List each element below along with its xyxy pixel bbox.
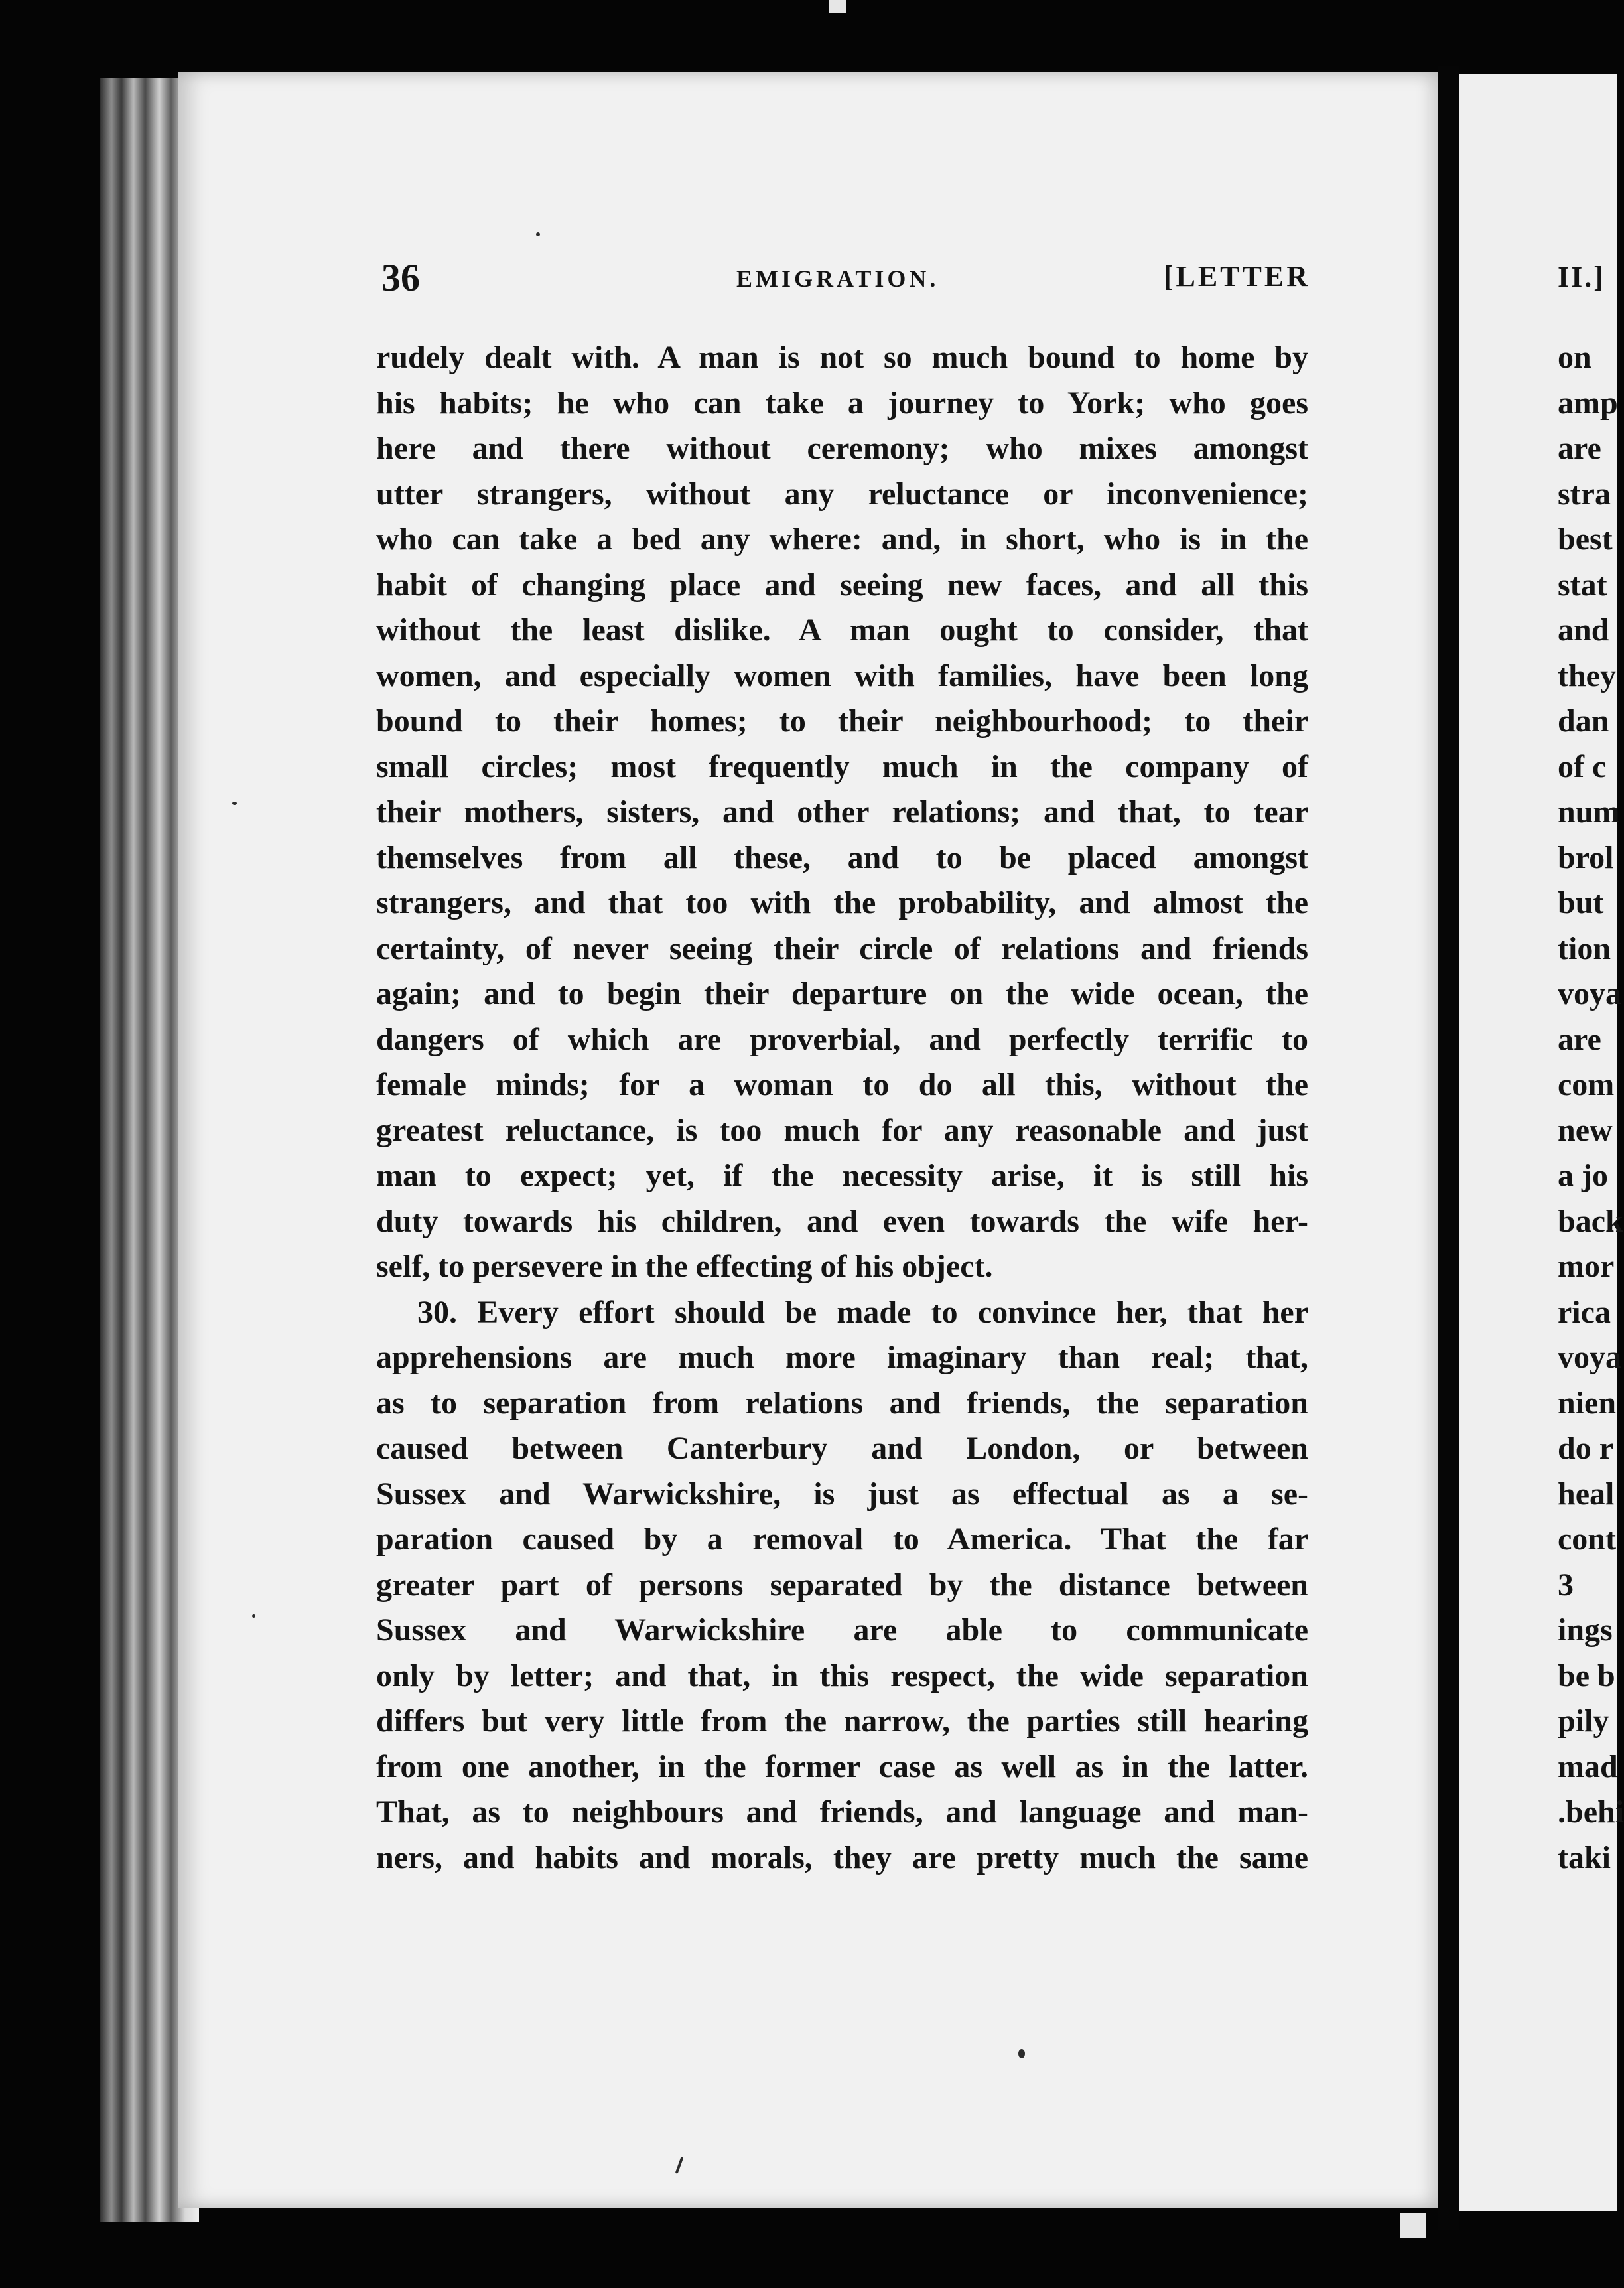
- text-line: utter strangers, without any reluctance or inconvenience;: [376, 476, 1308, 512]
- fragment-line: rica: [1558, 1294, 1611, 1330]
- text-line: who can take a bed any where: and, in short, who is in the: [376, 522, 1308, 557]
- text-line: here and there without ceremony; who mixes amongst: [376, 431, 1308, 466]
- fragment-line: cont: [1558, 1522, 1616, 1557]
- fragment-line: mad: [1558, 1749, 1618, 1784]
- text-line: That, as to neighbours and friends, and language and man-: [376, 1794, 1308, 1829]
- text-line: female minds; for a woman to do all this, without the: [376, 1067, 1308, 1102]
- fragment-line: .behi: [1558, 1794, 1624, 1829]
- fragment-line: voya: [1558, 976, 1621, 1011]
- running-title: EMIGRATION.: [736, 265, 939, 292]
- page-corner-fragment: [1400, 2213, 1426, 2238]
- fragment-line: num: [1558, 794, 1620, 829]
- scan-speck: [252, 1614, 255, 1618]
- page-number: 36: [381, 256, 420, 299]
- fragment-line: nien: [1558, 1385, 1617, 1421]
- fragment-line: tion: [1558, 930, 1611, 966]
- text-line: as to separation from relations and friends, the separation: [376, 1385, 1308, 1421]
- text-line: women, and especially women with families, have been long: [376, 658, 1308, 693]
- text-line: Sussex and Warwickshire, is just as effectual as a se-: [376, 1476, 1308, 1512]
- fragment-line: com: [1558, 1067, 1615, 1102]
- fragment-line: they: [1558, 658, 1616, 693]
- paragraph-30-start: 30. Every effort should be made to convince her, that her: [417, 1294, 1308, 1330]
- text-line: rudely dealt with. A man is not so much bound to home by: [376, 340, 1308, 375]
- text-line: themselves from all these, and to be placed amongst: [376, 839, 1308, 875]
- text-line: small circles; most frequently much in the company of: [376, 749, 1308, 784]
- scan-speck: [536, 232, 540, 236]
- text-line: Sussex and Warwickshire are able to communicate: [376, 1612, 1308, 1648]
- fragment-line: a jo: [1558, 1158, 1608, 1193]
- fragment-line: but: [1558, 885, 1604, 920]
- fragment-line: ings: [1558, 1612, 1613, 1648]
- fragment-line: dan: [1558, 703, 1609, 739]
- scan-speck: [1018, 2049, 1025, 2058]
- text-line: greatest reluctance, is too much for any reasonable and just: [376, 1112, 1308, 1148]
- fragment-line: stra: [1558, 476, 1611, 512]
- running-head: [381, 255, 1310, 302]
- fragment-line: stat: [1558, 567, 1607, 603]
- scan-speck: [232, 802, 237, 805]
- text-line: strangers, and that too with the probability, and almost the: [376, 885, 1308, 920]
- text-line: habit of changing place and seeing new faces, and all this: [376, 567, 1308, 603]
- fragment-line: back: [1558, 1203, 1623, 1239]
- fragment-line: mor: [1558, 1249, 1615, 1284]
- fragment-line: and: [1558, 612, 1609, 648]
- text-line: from one another, in the former case as well as in the latter.: [376, 1749, 1308, 1784]
- text-line: man to expect; yet, if the necessity arise, it is still his: [376, 1158, 1308, 1193]
- body-text: [376, 335, 1308, 1881]
- fragment-line: brol: [1558, 839, 1614, 875]
- text-line: differs but very little from the narrow, the parties still hearing: [376, 1703, 1308, 1739]
- fragment-line: on: [1558, 340, 1591, 375]
- fragment-line: heal: [1558, 1476, 1615, 1512]
- text-line: certainty, of never seeing their circle of relations and friends: [376, 930, 1308, 966]
- fragment-line: do r: [1558, 1431, 1613, 1466]
- fragment-line: taki: [1558, 1839, 1611, 1875]
- fragment-line: be b: [1558, 1658, 1615, 1693]
- text-line: his habits; he who can take a journey to York; who goes: [376, 385, 1308, 421]
- fragment-line: pily: [1558, 1703, 1609, 1739]
- fragment-line: new: [1558, 1112, 1613, 1148]
- text-line: self, to persevere in the effecting of his object.: [376, 1249, 993, 1284]
- right-page-running-head: II.]: [1558, 261, 1605, 293]
- fragment-line: of c: [1558, 749, 1607, 784]
- fragment-line: best: [1558, 522, 1613, 557]
- text-line: dangers of which are proverbial, and perfectly terrific to: [376, 1021, 1308, 1057]
- text-line: without the least dislike. A man ought to consider, that: [376, 612, 1308, 648]
- fragment-line: are: [1558, 431, 1601, 466]
- fragment-line: 3: [1558, 1567, 1574, 1603]
- text-line: caused between Canterbury and London, or between: [376, 1431, 1308, 1466]
- right-page-text-fragments: [1558, 335, 1624, 1881]
- fragment-line: amp: [1558, 385, 1618, 421]
- text-line: duty towards his children, and even towards the wife her-: [376, 1203, 1308, 1239]
- text-line: bound to their homes; to their neighbourhood; to their: [376, 703, 1308, 739]
- text-line: only by letter; and that, in this respect, the wide separation: [376, 1658, 1308, 1693]
- text-line: ners, and habits and morals, they are pretty much the same: [376, 1839, 1308, 1875]
- fragment-line: voya: [1558, 1340, 1621, 1375]
- text-line: apprehensions are much more imaginary than real; that,: [376, 1340, 1308, 1375]
- text-line: greater part of persons separated by the distance between: [376, 1567, 1308, 1603]
- running-section: [LETTER: [1163, 260, 1310, 293]
- text-line: paration caused by a removal to America. That the far: [376, 1522, 1308, 1557]
- text-line: their mothers, sisters, and other relations; and that, to tear: [376, 794, 1308, 829]
- book-gutter: [1438, 66, 1459, 2230]
- page-corner-fragment: [829, 0, 846, 13]
- fragment-line: are: [1558, 1021, 1601, 1057]
- text-line: again; and to begin their departure on the wide ocean, the: [376, 976, 1308, 1011]
